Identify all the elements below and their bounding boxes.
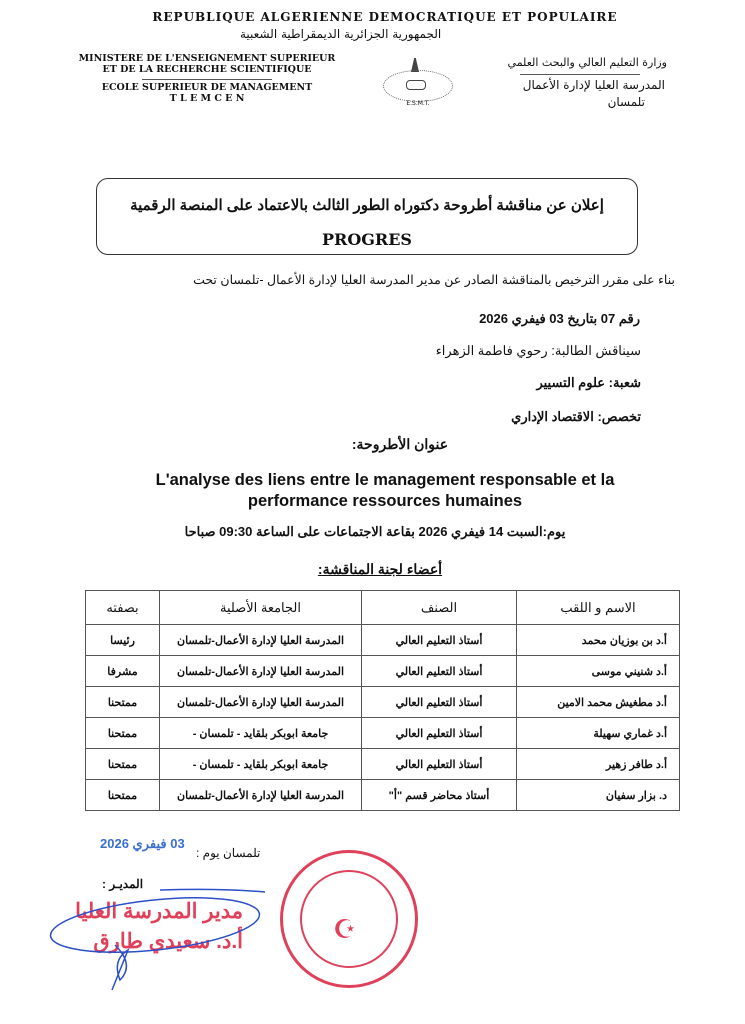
member-role: مشرفا: [86, 656, 160, 687]
member-university: المدرسة العليا لإدارة الأعمال-تلمسان: [160, 780, 362, 811]
ministry-fr-2: ET DE LA RECHERCHE SCIENTIFIQUE: [102, 64, 312, 75]
city-ar: تلمسان: [607, 95, 645, 109]
member-rank: أستاذ التعليم العالي: [362, 656, 517, 687]
school-logo: [378, 58, 458, 110]
specialty: تخصص: الاقتصاد الإداري: [511, 409, 641, 424]
member-name: أ.د غماري سهيلة: [517, 718, 680, 749]
ministry-fr: [62, 53, 352, 104]
committee-label: أعضاء لجنة المناقشة:: [317, 561, 443, 577]
member-rank: أستاذ التعليم العالي: [362, 687, 517, 718]
table-row: [86, 687, 680, 718]
school-ar: المدرسة العليا لإدارة الأعمال: [522, 78, 665, 92]
member-university: جامعة ابوبكر بلقايد - تلمسان -: [160, 749, 362, 780]
thesis-title-line-2: performance ressources humaines: [247, 492, 523, 510]
director-label: المديـر :: [102, 877, 144, 891]
member-rank: أستاذ التعليم العالي: [362, 625, 517, 656]
header-name: الاسم و اللقب: [517, 591, 680, 625]
member-name: أ.د مطغيش محمد الامين: [517, 687, 680, 718]
member-name: أ.د بن بوزيان محمد: [517, 625, 680, 656]
member-name: د. بزار سفيان: [517, 780, 680, 811]
divider: [520, 74, 640, 75]
table-row: [86, 625, 680, 656]
member-rank: أستاذ التعليم العالي: [362, 749, 517, 780]
member-role: ممتحنا: [86, 749, 160, 780]
table-row: [86, 749, 680, 780]
school-fr-2: T L E M C E N: [169, 93, 245, 104]
school-fr-1: ECOLE SUPERIEUR DE MANAGEMENT: [101, 82, 313, 93]
place-date-label: تلمسان يوم :: [196, 846, 261, 860]
ministry-fr-1: MINISTERE DE L'ENSEIGNEMENT SUPERIEUR: [78, 53, 336, 64]
ministry-ar: وزارة التعليم العالي والبحث العلمي: [507, 56, 667, 69]
member-university: المدرسة العليا لإدارة الأعمال-تلمسان: [160, 625, 362, 656]
defense-date: يوم:السبت 14 فيفري 2026 بقاعة الاجتماعات على الساعة 09:30 صباحا: [184, 524, 566, 539]
table-row: [86, 656, 680, 687]
intro-text: بناء على مقرر الترخيص بالمناقشة الصادر عن مدير المدرسة العليا لإدارة الأعمال -تلمسان تحت: [193, 273, 675, 287]
member-role: ممتحنا: [86, 718, 160, 749]
stamp-line-2: أ.د. سعيدي طارق: [93, 930, 243, 953]
thesis-label: عنوان الأطروحة:: [351, 436, 449, 452]
header-university: الجامعة الأصلية: [160, 591, 362, 625]
member-rank: أستاذ التعليم العالي: [362, 718, 517, 749]
member-university: المدرسة العليا لإدارة الأعمال-تلمسان: [160, 656, 362, 687]
logo-text: E.S.M.T.: [406, 100, 430, 107]
divider: [142, 79, 272, 80]
republic-fr: REPUBLIQUE ALGERIENNE DEMOCRATIQUE ET POPULAIRE: [152, 10, 618, 24]
table-row: [86, 718, 680, 749]
member-rank: أستاذ محاضر قسم "أ": [362, 780, 517, 811]
thesis-title-line-1: L'analyse des liens entre le management responsable et la: [155, 471, 615, 489]
republic-ar: الجمهورية الجزائرية الديمقراطية الشعبية: [240, 27, 442, 41]
member-name: أ.د شنيني موسى: [517, 656, 680, 687]
star-crescent-icon: ☪: [333, 915, 357, 945]
signature: [40, 880, 280, 990]
member-role: ممتحنا: [86, 687, 160, 718]
date-stamp: 03 فيفري 2026: [100, 836, 185, 851]
stamp-line-1: مدير المدرسة العليا: [75, 900, 243, 923]
platform-name: PROGRES: [322, 230, 412, 249]
decision-number: رقم 07 بتاريخ 03 فيفري 2026: [479, 311, 640, 326]
committee-table: [85, 590, 680, 811]
student-name: سيناقش الطالبة: رحوي فاطمة الزهراء: [435, 343, 641, 358]
thesis-title: [0, 470, 745, 512]
table-header: [86, 591, 680, 625]
member-role: رئيسا: [86, 625, 160, 656]
member-university: المدرسة العليا لإدارة الأعمال-تلمسان: [160, 687, 362, 718]
table-row: [86, 780, 680, 811]
member-role: ممتحنا: [86, 780, 160, 811]
header-rank: الصنف: [362, 591, 517, 625]
branch: شعبة: علوم التسيير: [536, 375, 641, 390]
member-university: جامعة ابوبكر بلقايد - تلمسان -: [160, 718, 362, 749]
announcement-title: إعلان عن مناقشة أطروحة دكتوراه الطور الثالث بالاعتماد على المنصة الرقمية: [130, 197, 604, 214]
header-role: بصفته: [86, 591, 160, 625]
member-name: أ.د طافر زهير: [517, 749, 680, 780]
